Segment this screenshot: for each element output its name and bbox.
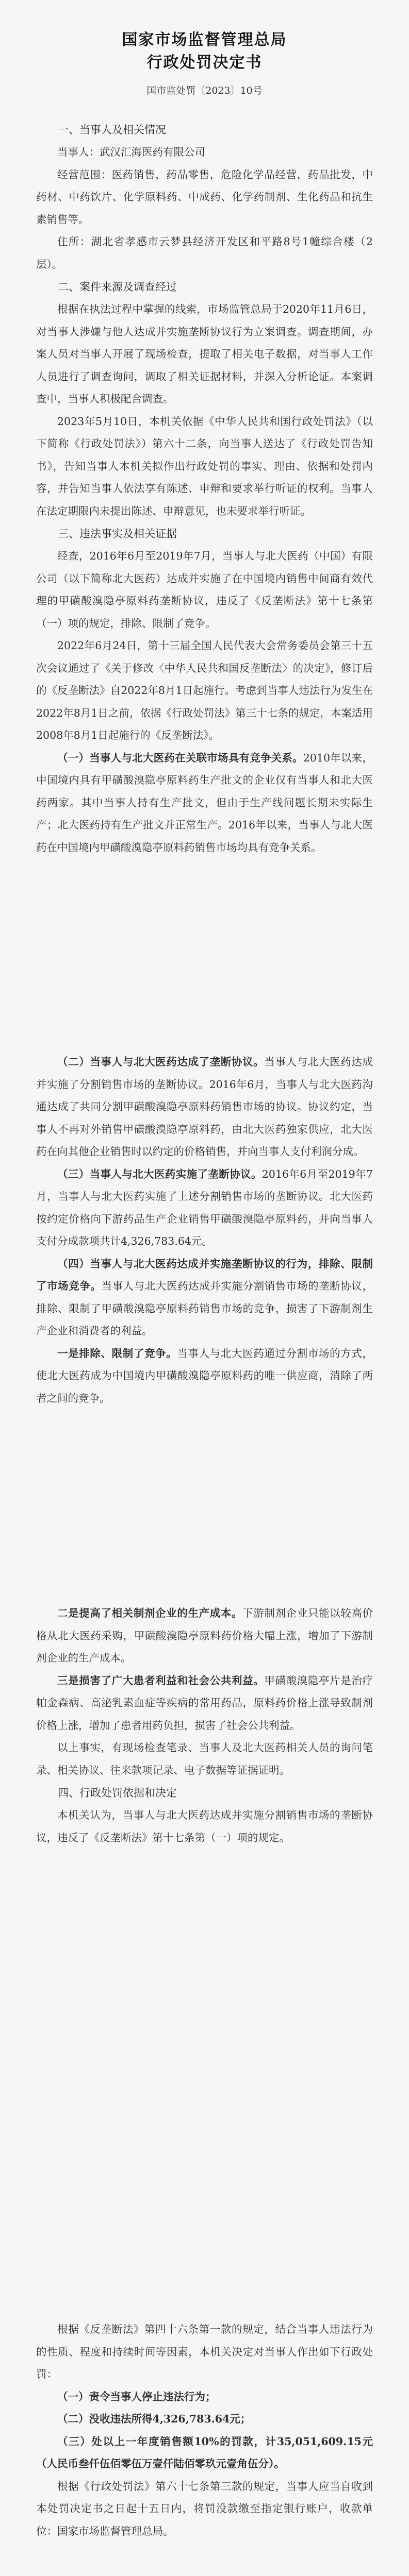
body-block-4: [36, 2318, 373, 2543]
decision-item: （三）处以上一年度销售额10%的罚款，计35,051,609.15元（人民币叁仟伍佰零伍万壹仟陆佰零玖元壹角伍分）。: [36, 2435, 373, 2470]
document-header: [0, 0, 409, 101]
subheading: 一是排除、限制了竞争。: [57, 1347, 177, 1360]
subheading: （二）当事人与北大医药达成了垄断协议。: [57, 1056, 265, 1068]
paragraph: [36, 2431, 373, 2476]
paragraph: 经查，2016年6月至2019年7月，当事人与北大医药（中国）有限公司（以下简称北大医药）达成并实施了在中国境内销售中间商有效代理的甲磺酸溴隐亭原料药垄断协议，违反了《反垄断法》第十七条第（一）项的规定，排除、限制了竞争。: [36, 550, 373, 630]
paragraph: [36, 1602, 373, 1670]
document-number: 国市监处罚〔2023〕10号: [146, 85, 263, 96]
paragraph: [36, 1253, 373, 1343]
paragraph: 经营范围：医药销售，药品零售，危险化学品经营，药品批发，中药材、中药饮片、化学原料药、中成药、化学药制剂、生化药品和抗生素销售等。: [36, 168, 373, 226]
subheading: 三是损害了广大患者利益和社会公共利益。: [57, 1674, 265, 1687]
paragraph: 以上事实，有现场检查笔录、当事人及北大医药相关人员的询问笔录、相关协议、往来款项记录、电子数据等证据证明。: [36, 1741, 373, 1776]
paragraph-text: 2016年6月至2019年7月，当事人与北大医药实施了上述分割销售市场的垄断协议。北大医药按约定价格向下游药品生产企业销售甲磺酸溴隐亭原料药，并向当事人支付分成款项共计4,326,783.64元。: [36, 1167, 373, 1247]
paragraph: 根据在执法过程中掌握的线索，市场监管总局于2020年11月6日，对当事人涉嫌与他人达成并实施垄断协议行为立案调查。调查期间，办案人员对当事人开展了现场检查，提取了相关电子数据，对当事人工作人员进行了调查询问，调取了相关证据材料，并深入分析论证。本案调查中，当事人积极配合调查。: [36, 303, 373, 405]
section-4-heading: 四、行政处罚依据和决定: [58, 1787, 177, 1799]
paragraph-text: 当事人与北大医药通过分割市场的方式，使北大医药成为中国境内甲磺酸溴隐亭原料药的唯一供应商，消除了两者之间的竞争。: [36, 1347, 373, 1404]
paragraph: 住所：湖北省孝感市云梦县经济开发区和平路8号1幢综合楼（2层）。: [36, 235, 373, 270]
subheading: （三）当事人与北大医药实施了垄断协议。: [57, 1167, 262, 1180]
decision-item: （一）责令当事人停止违法行为；: [57, 2390, 216, 2403]
paragraph-text: 当事人与北大医药达成并实施分割销售市场的垄断协议，排除、限制了甲磺酸溴隐亭原料药销售市场的竞争，损害了下游制剂生产企业和消费者的利益。: [36, 1280, 373, 1337]
paragraph: [36, 1343, 373, 1410]
subheading: 二是提高了相关制剂企业的生产成本。: [57, 1607, 243, 1619]
paragraph: 2023年5月10日，本机关依据《中华人民共和国行政处罚法》（以下简称《行政处罚法》）第六十二条，向当事人送达了《行政处罚告知书》，告知当事人本机关拟作出行政处罚的事实、理由、依据和处罚内容，并告知当事人依法享有陈述、申辩和要求举行听证的权利。当事人在法定期限内未提出陈述、申辩意见，也未要求举行听证。: [36, 415, 373, 517]
subheading: （四）当事人与北大医药达成并实施垄断协议的行为，排除、限制了市场竞争。: [36, 1257, 373, 1292]
paragraph-text: 2010年以来，中国境内具有甲磺酸溴隐亭原料药生产批文的企业仅有当事人和北大医药两家。其中当事人持有生产批文，但由于生产线问题长期未实际生产；北大医药持有生产批文并正常生产。2016年以来，当事人与北大医药在中国境内甲磺酸溴隐亭原料药销售市场均具有竞争关系。: [36, 751, 373, 854]
paragraph-text: 甲磺酸溴隐亭片是治疗帕金森病、高泌乳素血症等疾病的常用药品，原料药价格上涨导致制剂价格上涨，增加了患者用药负担，损害了社会公共利益。: [36, 1674, 373, 1732]
paragraph: 2022年6月24日，第十三届全国人民代表大会常务委员会第三十五次会议通过了《关于修改〈中华人民共和国反垄断法〉的决定》，修订后的《反垄断法》自2022年8月1日起施行。考虑到当事人违法行为发生在2022年8月1日之前，依据《行政处罚法》第三十七条的规定，本案适用2008年8月1日起施行的《反垄断法》。: [36, 639, 373, 741]
paragraph: [36, 747, 373, 859]
paragraph: 根据《反垄断法》第四十六条第一款的规定，结合当事人违法行为的性质、程度和持续时间等因素，本机关决定对当事人作出如下行政处罚：: [36, 2323, 373, 2380]
body-block-1: [36, 118, 373, 859]
paragraph-text: 下游制剂企业只能以较高价格从北大医药采购，甲磺酸溴隐亭原料药价格大幅上涨，增加了下游制剂企业的生产成本。: [36, 1607, 373, 1664]
paragraph: 根据《行政处罚法》第六十七条第三款的规定，当事人应当自收到本处罚决定书之日起十五日内，将罚没款缴至指定银行账户，收款单位：国家市场监督管理总局。: [36, 2480, 373, 2537]
paragraph: 本机关认为，当事人与北大医药达成并实施分割销售市场的垄断协议，违反了《反垄断法》第十七条第（一）项的规定。: [36, 1809, 373, 1844]
paragraph: [36, 1163, 373, 1253]
body-block-3: [36, 1602, 373, 1849]
section-2-heading: 二、案件来源及调查经过: [58, 281, 177, 293]
paragraph: [36, 2386, 373, 2409]
title-line-2: 行政处罚决定书: [146, 54, 263, 72]
paragraph-text: 当事人与北大医药达成并实施了分割销售市场的垄断协议。2016年6月，当事人与北大医药沟通达成了共同分割甲磺酸溴隐亭原料药销售市场的协议。协议约定，当事人不再对外销售甲磺酸溴隐亭原料药，由北大医药独家供应，北大医药在向其他企业销售时以约定的价格销售，并向当事人支付利润分成。: [36, 1056, 373, 1158]
paragraph: [36, 1670, 373, 1737]
paragraph: [36, 2408, 373, 2431]
section-1-heading: 一、当事人及相关情况: [58, 124, 166, 136]
section-3-heading: 三、违法事实及相关证据: [58, 528, 177, 540]
title-line-1: 国家市场监督管理总局: [122, 31, 287, 49]
body-block-2: [36, 1051, 373, 1410]
paragraph: [36, 1051, 373, 1163]
paragraph: 当事人：武汉汇海医药有限公司: [57, 146, 205, 158]
decision-item: （二）没收违法所得4,326,783.64元；: [57, 2413, 251, 2425]
subheading: （一）当事人与北大医药在关联市场具有竞争关系。: [57, 751, 303, 764]
